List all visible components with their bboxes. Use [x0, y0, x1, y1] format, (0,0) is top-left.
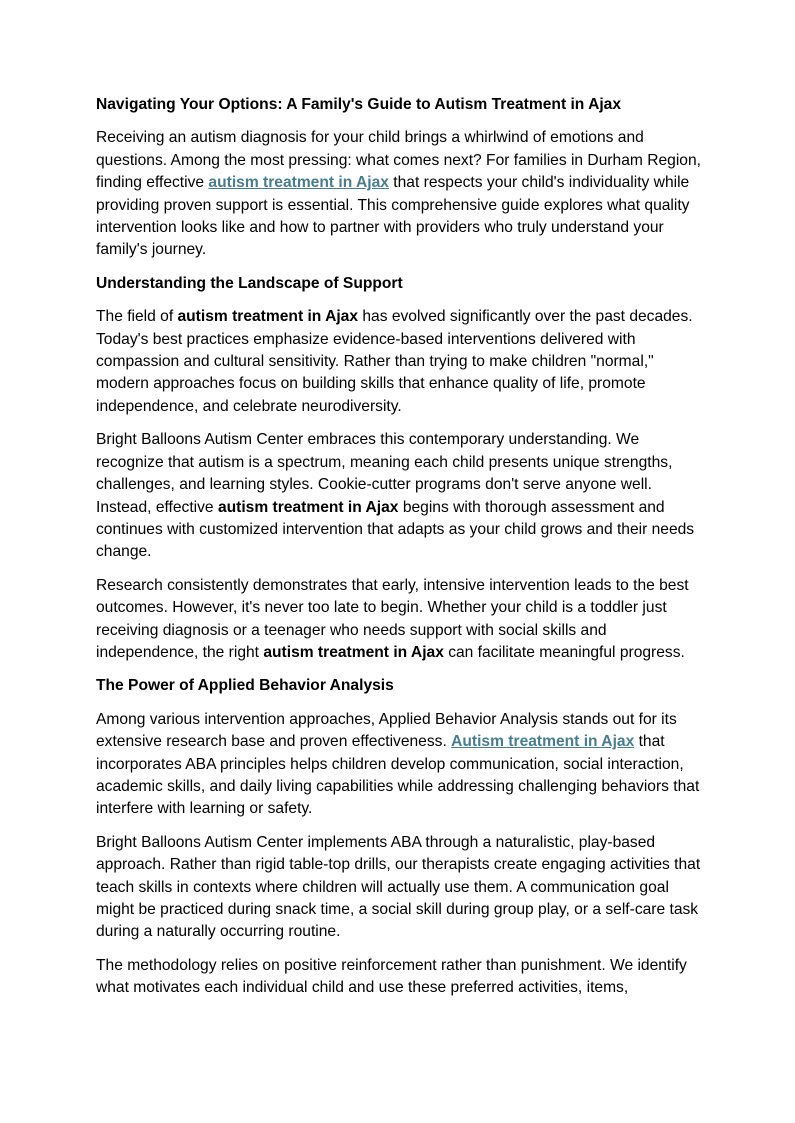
landscape-p1-text-1: The field of — [96, 308, 178, 326]
autism-treatment-link[interactable]: autism treatment in Ajax — [208, 174, 389, 192]
landscape-p2-text-2: begins with thorough assessment and continues with customized intervention that adapts as your child grows and their needs change. — [96, 498, 695, 561]
landscape-p3-text-1: Research consistently demonstrates that early, intensive intervention leads to the best outcomes. However, it's never too late to begin. Whether your child is a toddler just receiving diagnosis or a teenager who needs support with social skills and independence, the right — [96, 576, 689, 661]
intro-paragraph — [96, 127, 702, 261]
aba-p1-text-1: Among various intervention approaches, Applied Behavior Analysis stands out for its extensive research base and proven effectiveness. — [96, 710, 677, 751]
landscape-p1-bold: autism treatment in Ajax — [177, 308, 359, 326]
landscape-p1-text-2: has evolved significantly over the past decades. Today's best practices emphasize evidence-based interventions delivered with compassion and cultural sensitivity. Rather than trying to make children "normal," modern approaches focus on building skills that enhance quality of life, promote independence, and celebrate neurodiversity. — [96, 308, 693, 415]
landscape-p3-bold: autism treatment in Ajax — [263, 643, 444, 661]
landscape-paragraph-2 — [96, 429, 702, 563]
aba-p1-text-2: that incorporates ABA principles helps children develop communication, social interaction, academic skills, and daily living capabilities while addressing challenging behaviors that interfere with learning or safety. — [96, 733, 700, 818]
section-heading-landscape: Understanding the Landscape of Support — [96, 274, 403, 292]
aba-paragraph-2: Bright Balloons Autism Center implements ABA through a naturalistic, play-based approach. Rather than rigid table-top drills, our therapists create engaging activities that teach skills in contexts where children will actually use them. A communication goal might be practiced during snack time, a social skill during group play, or a self-care task during a naturally occurring routine. — [96, 833, 701, 941]
document-page — [96, 94, 702, 1011]
intro-text-1: Receiving an autism diagnosis for your child brings a whirlwind of emotions and questions. Among the most pressing: what comes next? For families in Durham Region, finding effective — [96, 129, 701, 192]
aba-paragraph-3: The methodology relies on positive reinforcement rather than punishment. We identify what motivates each individual child and use these preferred activities, items, — [96, 956, 687, 997]
landscape-paragraph-1 — [96, 306, 702, 418]
section-heading-aba: The Power of Applied Behavior Analysis — [96, 677, 394, 695]
landscape-p2-text-1: Bright Balloons Autism Center embraces this contemporary understanding. We recognize that autism is a spectrum, meaning each child presents unique strengths, challenges, and learning styles. Cookie-cutter programs don't serve anyone well. Instead, effective — [96, 431, 673, 516]
document-title: Navigating Your Options: A Family's Guide to Autism Treatment in Ajax — [96, 96, 622, 113]
landscape-paragraph-3 — [96, 575, 702, 665]
landscape-p3-text-2: can facilitate meaningful progress. — [443, 643, 685, 661]
landscape-p2-bold: autism treatment in Ajax — [217, 498, 399, 516]
intro-text-2: that respects your child's individuality while providing proven support is essential. This comprehensive guide explores what quality intervention looks like and how to partner with providers who truly understand your family's journey. — [96, 174, 690, 259]
autism-treatment-link-2[interactable]: Autism treatment in Ajax — [451, 733, 635, 751]
aba-paragraph-1 — [96, 709, 702, 821]
